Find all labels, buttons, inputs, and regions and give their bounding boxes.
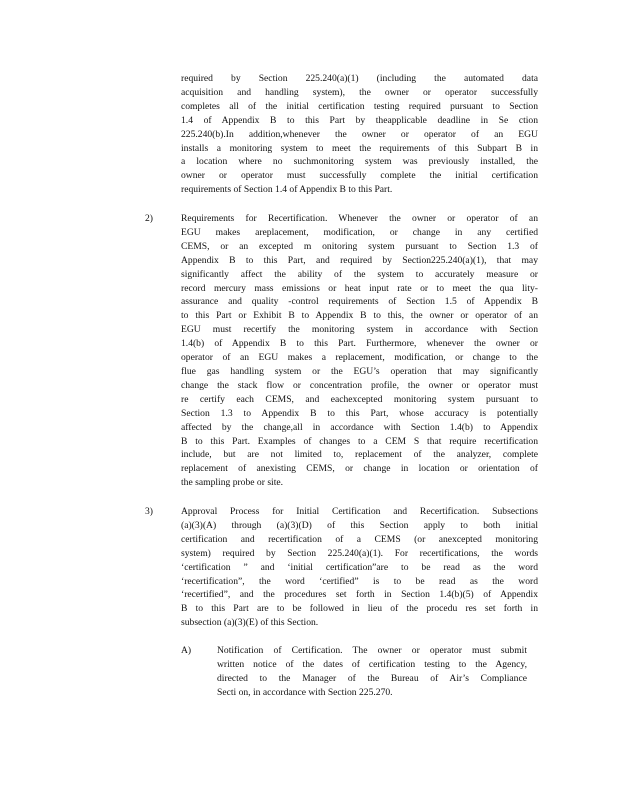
text-line: a location where no suchmonitoring system was previously installed, the bbox=[181, 156, 538, 168]
text-line: required by Section 225.240(a)(1) (including the automated data bbox=[181, 73, 538, 84]
text-line: B to this Part. Examples of changes to a CEM S that require recertification bbox=[181, 435, 538, 447]
text-line: ‘certification ” and ‘initial certification”are to be read as the word bbox=[181, 561, 538, 573]
text-line: ‘recertification”, the word ‘certified” is to be read as the word bbox=[181, 575, 538, 587]
text-line: affected by the change,all in accordance with Section 1.4(b) to Appendix bbox=[181, 421, 538, 433]
text-line: (a)(3)(A) through (a)(3)(D) of this Section apply to both initial bbox=[181, 519, 538, 531]
text-line: operator of an EGU makes a replacement, modification, or change to the bbox=[181, 352, 538, 364]
text-line: include, but are not limited to, replacement of the analyzer, complete bbox=[181, 449, 538, 461]
text-line: record mercury mass emissions or heat input rate or to meet the qua lity- bbox=[181, 282, 538, 294]
text-line: flue gas handling system or the EGU’s operation that may significantly bbox=[181, 365, 538, 377]
text-line: the sampling probe or site. bbox=[181, 477, 284, 489]
text-line: EGU makes areplacement, modification, or change in any certified bbox=[181, 226, 538, 238]
text-line: Section 1.3 to Appendix B to this Part, whose accuracy is potentially bbox=[181, 407, 538, 419]
text-line: completes all of the initial certification testing required pursuant to Section bbox=[181, 100, 538, 112]
text-line: change the stack flow or concentration profile, the owner or operator must bbox=[181, 379, 538, 391]
text-line: 1.4(b) of Appendix B to this Part. Furthermore, whenever the owner or bbox=[181, 338, 538, 350]
text-line: acquisition and handling system), the owner or operator successfully bbox=[181, 86, 538, 98]
item-2-number: 2) bbox=[145, 213, 153, 224]
item-a-number: A) bbox=[181, 645, 192, 656]
text-line: installs a monitoring system to meet the requirements of this Subpart B in bbox=[181, 142, 538, 154]
item-a-paragraph bbox=[217, 644, 527, 700]
text-line: B to this Part are to be followed in lieu of the procedu res set forth in bbox=[181, 603, 538, 615]
text-line: Notification of Certification. The owner or operator must submit bbox=[217, 645, 527, 656]
text-line: written notice of the dates of certification testing to the Agency, bbox=[217, 658, 527, 670]
text-line: Secti on, in accordance with Section 225.270. bbox=[217, 686, 393, 698]
text-line: assurance and quality -control requirements of Section 1.5 of Appendix B bbox=[181, 296, 538, 308]
item-2-paragraph bbox=[181, 212, 538, 490]
text-line: replacement of anexisting CEMS, or change in location or orientation of bbox=[181, 463, 538, 475]
text-line: 225.240(b).In addition,whenever the owner or operator of an EGU bbox=[181, 128, 538, 140]
text-line: significantly affect the ability of the system to accurately measure or bbox=[181, 268, 538, 280]
text-line: to this Part or Exhibit B to Appendix B to this, the owner or operator of an bbox=[181, 310, 538, 322]
text-line: subsection (a)(3)(E) of this Section. bbox=[181, 617, 319, 629]
item-3-paragraph bbox=[181, 505, 538, 630]
text-line: system) required by Section 225.240(a)(1). For recertifications, the words bbox=[181, 547, 538, 559]
text-line: CEMS, or an excepted m onitoring system pursuant to Section 1.3 of bbox=[181, 240, 538, 252]
text-line: directed to the Manager of the Bureau of Air’s Compliance bbox=[217, 672, 527, 684]
text-line: requirements of Section 1.4 of Appendix B to this Part. bbox=[181, 184, 393, 196]
text-line: re certify each CEMS, and eachexcepted monitoring system pursuant to bbox=[181, 393, 538, 405]
item-3-number: 3) bbox=[145, 506, 153, 517]
text-line: certification and recertification of a CEMS (or anexcepted monitoring bbox=[181, 533, 538, 545]
text-line: 1.4 of Appendix B to this Part by theapplicable deadline in Se ction bbox=[181, 114, 538, 126]
intro-paragraph bbox=[181, 72, 538, 197]
text-line: ‘recertified”, and the procedures set forth in Section 1.4(b)(5) of Appendix bbox=[181, 589, 538, 601]
text-line: Requirements for Recertification. Whenever the owner or operator of an bbox=[181, 213, 538, 224]
text-line: Appendix B to this Part, and required by Section225.240(a)(1), that may bbox=[181, 254, 538, 266]
text-line: Approval Process for Initial Certification and Recertification. Subsections bbox=[181, 506, 538, 517]
text-line: EGU must recertify the monitoring system in accordance with Section bbox=[181, 324, 538, 336]
text-line: owner or operator must successfully complete the initial certification bbox=[181, 170, 538, 182]
